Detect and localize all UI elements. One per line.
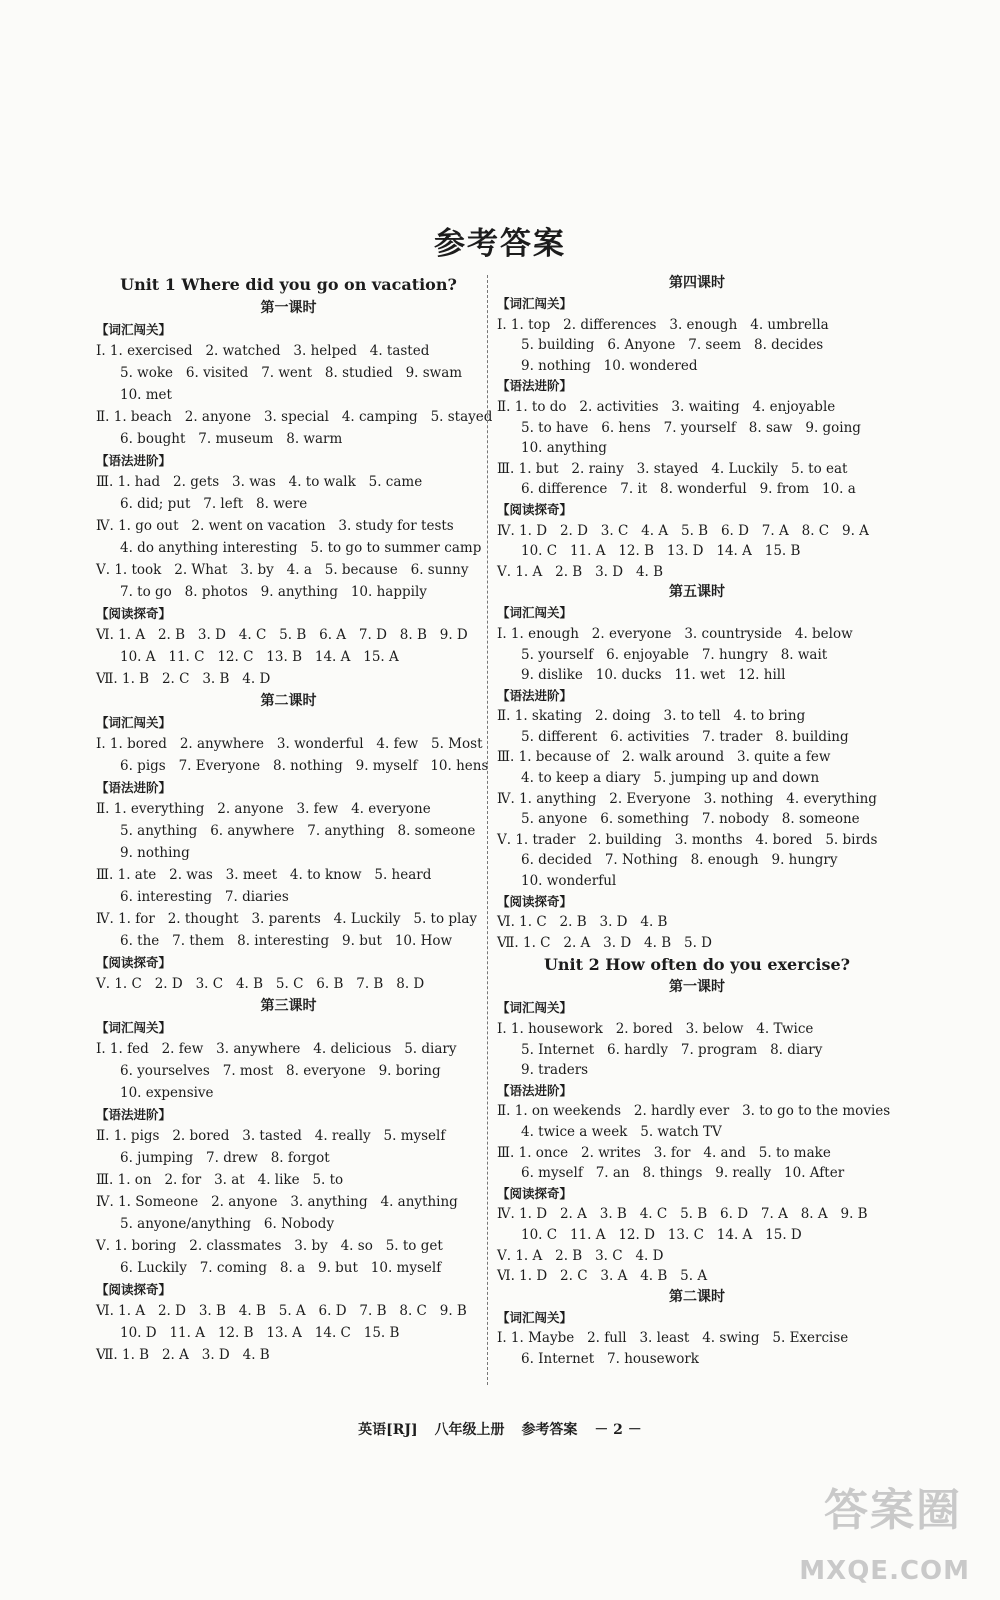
section-label: 【词汇闯关】 bbox=[96, 322, 172, 337]
answer-line: 5. anyone 6. something 7. nobody 8. someone bbox=[521, 811, 860, 828]
answer-line: Ⅴ. 1. boring 2. classmates 3. by 4. so 5. to get bbox=[96, 1238, 443, 1254]
section-label: 【语法进阶】 bbox=[497, 378, 573, 394]
answer-line: 5. to have 6. hens 7. yourself 8. saw 9. going bbox=[521, 419, 861, 436]
answer-line: 6. Luckily 7. coming 8. a 9. but 10. myself bbox=[120, 1260, 442, 1276]
section-label: 【语法进阶】 bbox=[497, 1082, 573, 1098]
answer-line: Ⅳ. 1. D 2. D 3. C 4. A 5. B 6. D 7. A 8. C 9. A bbox=[497, 522, 869, 539]
answer-line: 6. bought 7. museum 8. warm bbox=[120, 431, 343, 447]
section-label: 【词汇闯关】 bbox=[497, 605, 573, 621]
answer-line: 5. anything 6. anywhere 7. anything 8. someone bbox=[120, 823, 476, 839]
answer-line: 10. A 11. C 12. C 13. B 14. A 15. A bbox=[120, 649, 399, 665]
lesson-heading: 第四课时 bbox=[669, 275, 725, 291]
answer-line: Ⅱ. 1. skating 2. doing 3. to tell 4. to bring bbox=[497, 708, 806, 725]
answer-line: Ⅲ. 1. had 2. gets 3. was 4. to walk 5. came bbox=[96, 474, 423, 490]
answer-line: Ⅲ. 1. on 2. for 3. at 4. like 5. to bbox=[96, 1172, 344, 1188]
watermark-logo-text: 答案圈 bbox=[824, 1485, 962, 1536]
answer-line: 5. woke 6. visited 7. went 8. studied 9. swam bbox=[120, 365, 463, 381]
answer-line: Ⅲ. 1. ate 2. was 3. meet 4. to know 5. heard bbox=[96, 867, 432, 883]
section-label: 【词汇闯关】 bbox=[497, 1000, 573, 1016]
answer-line: 6. interesting 7. diaries bbox=[120, 889, 289, 905]
answer-line: Ⅱ. 1. on weekends 2. hardly ever 3. to go to the movies bbox=[497, 1103, 891, 1120]
answer-line: Ⅴ. 1. took 2. What 3. by 4. a 5. because 6. sunny bbox=[96, 562, 469, 578]
lesson-heading: 第二课时 bbox=[669, 1288, 725, 1305]
answer-line: 6. difference 7. it 8. wonderful 9. from 10. a bbox=[521, 481, 856, 498]
column-divider bbox=[487, 275, 488, 1385]
answer-line: Ⅳ. 1. Someone 2. anyone 3. anything 4. anything bbox=[96, 1194, 458, 1210]
right-column bbox=[497, 273, 897, 1370]
section-label: 【语法进阶】 bbox=[96, 780, 172, 795]
answer-line: Ⅵ. 1. C 2. B 3. D 4. B bbox=[497, 914, 668, 931]
answer-line: 4. to keep a diary 5. jumping up and down bbox=[521, 770, 820, 787]
answer-line: Ⅲ. 1. once 2. writes 3. for 4. and 5. to make bbox=[497, 1144, 831, 1161]
section-label: 【阅读探奇】 bbox=[96, 1282, 172, 1297]
answer-line: Ⅰ. 1. top 2. differences 3. enough 4. umbrella bbox=[497, 316, 829, 333]
answer-line: 6. decided 7. Nothing 8. enough 9. hungry bbox=[521, 852, 838, 869]
section-label: 【阅读探奇】 bbox=[497, 501, 573, 517]
answer-line: 6. jumping 7. drew 8. forgot bbox=[120, 1150, 330, 1166]
page-footer bbox=[0, 1419, 1000, 1439]
answer-line: Ⅳ. 1. go out 2. went on vacation 3. study for tests bbox=[96, 518, 454, 534]
section-label: 【语法进阶】 bbox=[96, 1107, 172, 1122]
answer-line: Ⅶ. 1. B 2. C 3. B 4. D bbox=[96, 671, 271, 687]
answer-line: Ⅱ. 1. beach 2. anyone 3. special 4. camping 5. stayed bbox=[96, 409, 493, 425]
answer-line: Ⅰ. 1. housework 2. bored 3. below 4. Twice bbox=[497, 1021, 814, 1037]
answer-line: Ⅲ. 1. but 2. rainy 3. stayed 4. Luckily 5. to eat bbox=[497, 460, 848, 477]
answer-line: Ⅳ. 1. D 2. A 3. B 4. C 5. B 6. D 7. A 8. A 9. B bbox=[497, 1206, 868, 1223]
answer-line: 9. nothing bbox=[120, 845, 190, 861]
answer-line: 10. D 11. A 12. B 13. A 14. C 15. B bbox=[120, 1325, 400, 1341]
answer-line: Ⅳ. 1. anything 2. Everyone 3. nothing 4. everything bbox=[497, 790, 877, 807]
lesson-heading: 第二课时 bbox=[260, 693, 317, 709]
section-label: 【词汇闯关】 bbox=[497, 296, 573, 311]
answer-line: Ⅰ. 1. bored 2. anywhere 3. wonderful 4. few 5. Most bbox=[96, 736, 483, 752]
answer-line: Ⅲ. 1. because of 2. walk around 3. quite a few bbox=[497, 749, 831, 766]
section-label: 【阅读探奇】 bbox=[96, 955, 172, 970]
section-label: 【词汇闯关】 bbox=[497, 1309, 573, 1325]
answer-line: 6. myself 7. an 8. things 9. really 10. After bbox=[521, 1165, 845, 1182]
answer-line: 7. to go 8. photos 9. anything 10. happily bbox=[120, 584, 427, 600]
answer-line: 4. do anything interesting 5. to go to summer camp bbox=[120, 540, 482, 556]
lesson-heading: 第三课时 bbox=[260, 998, 317, 1014]
answer-line: 6. the 7. them 8. interesting 9. but 10. How bbox=[120, 933, 453, 949]
section-label: 【阅读探奇】 bbox=[96, 606, 172, 621]
answer-line: 10. expensive bbox=[120, 1085, 214, 1101]
answer-line: Ⅱ. 1. everything 2. anyone 3. few 4. everyone bbox=[96, 801, 431, 817]
footer-page-number: － 2 － bbox=[594, 1422, 642, 1438]
answer-line: Ⅴ. 1. A 2. B 3. D 4. B bbox=[497, 563, 664, 580]
unit-heading: Unit 1 Where did you go on vacation? bbox=[120, 275, 457, 294]
answer-line: 10. C 11. A 12. B 13. D 14. A 15. B bbox=[521, 543, 801, 560]
answer-line: Ⅰ. 1. Maybe 2. full 3. least 4. swing 5. Exercise bbox=[497, 1330, 849, 1347]
footer-subject: 英语[RJ] bbox=[358, 1422, 418, 1438]
answer-line: 6. pigs 7. Everyone 8. nothing 9. myself 10. hens bbox=[120, 758, 489, 774]
answer-line: 6. Internet 7. housework bbox=[521, 1350, 699, 1367]
answer-line: 10. C 11. A 12. D 13. C 14. A 15. D bbox=[521, 1226, 802, 1243]
answer-line: 6. yourselves 7. most 8. everyone 9. boring bbox=[120, 1063, 441, 1079]
section-label: 【阅读探奇】 bbox=[497, 893, 573, 909]
section-label: 【语法进阶】 bbox=[96, 453, 172, 468]
answer-line: Ⅴ. 1. C 2. D 3. C 4. B 5. C 6. B 7. B 8. D bbox=[96, 976, 425, 992]
answer-line: Ⅰ. 1. fed 2. few 3. anywhere 4. delicious 5. diary bbox=[96, 1041, 457, 1057]
answer-line: 10. wonderful bbox=[521, 873, 617, 890]
left-column bbox=[96, 273, 493, 1366]
answer-line: Ⅶ. 1. B 2. A 3. D 4. B bbox=[96, 1347, 270, 1363]
lesson-heading: 第一课时 bbox=[669, 979, 725, 996]
answer-line: Ⅰ. 1. enough 2. everyone 3. countryside 4. below bbox=[497, 625, 853, 642]
answer-line: 9. nothing 10. wondered bbox=[521, 357, 698, 374]
answer-line: Ⅵ. 1. A 2. B 3. D 4. C 5. B 6. A 7. D 8. B 9. D bbox=[96, 627, 468, 643]
answer-line: Ⅴ. 1. A 2. B 3. C 4. D bbox=[497, 1247, 664, 1264]
unit-heading: Unit 2 How often do you exercise? bbox=[543, 955, 851, 975]
answer-line: 5. yourself 6. enjoyable 7. hungry 8. wait bbox=[521, 646, 828, 663]
answer-line: 9. traders bbox=[521, 1062, 589, 1079]
lesson-heading: 第一课时 bbox=[260, 300, 317, 316]
answer-line: Ⅰ. 1. exercised 2. watched 3. helped 4. tasted bbox=[96, 343, 430, 359]
section-label: 【阅读探奇】 bbox=[497, 1185, 573, 1201]
section-label: 【词汇闯关】 bbox=[96, 715, 172, 730]
answer-line: 6. did; put 7. left 8. were bbox=[120, 496, 308, 512]
answer-line: Ⅵ. 1. D 2. C 3. A 4. B 5. A bbox=[497, 1268, 708, 1285]
answer-line: 10. met bbox=[120, 387, 172, 403]
section-label: 【词汇闯关】 bbox=[96, 1020, 172, 1035]
footer-grade: 八年级上册 bbox=[434, 1422, 505, 1438]
answer-line: 9. dislike 10. ducks 11. wet 12. hill bbox=[521, 667, 786, 684]
answer-line: Ⅳ. 1. for 2. thought 3. parents 4. Luckily 5. to play bbox=[96, 911, 478, 927]
answer-line: Ⅶ. 1. C 2. A 3. D 4. B 5. D bbox=[497, 934, 713, 951]
lesson-heading: 第五课时 bbox=[669, 584, 725, 601]
answer-line: Ⅵ. 1. A 2. D 3. B 4. B 5. A 6. D 7. B 8. C 9. B bbox=[96, 1303, 467, 1319]
page-title: 参考答案 bbox=[434, 226, 566, 262]
answer-line: 5. anyone/anything 6. Nobody bbox=[120, 1216, 335, 1232]
answer-line: Ⅱ. 1. pigs 2. bored 3. tasted 4. really 5. myself bbox=[96, 1128, 446, 1144]
answer-line: Ⅴ. 1. trader 2. building 3. months 4. bored 5. birds bbox=[497, 831, 878, 848]
watermark-url: MXQE.COM bbox=[799, 1556, 970, 1586]
answer-line: Ⅱ. 1. to do 2. activities 3. waiting 4. enjoyable bbox=[497, 398, 836, 415]
answer-line: 5. Internet 6. hardly 7. program 8. diary bbox=[521, 1041, 823, 1058]
answer-line: 10. anything bbox=[521, 440, 607, 457]
footer-section: 参考答案 bbox=[521, 1422, 578, 1438]
section-label: 【语法进阶】 bbox=[497, 687, 573, 703]
answer-line: 5. different 6. activities 7. trader 8. building bbox=[521, 728, 849, 745]
answer-line: 4. twice a week 5. watch TV bbox=[521, 1123, 722, 1140]
answer-line: 5. building 6. Anyone 7. seem 8. decides bbox=[521, 337, 824, 354]
